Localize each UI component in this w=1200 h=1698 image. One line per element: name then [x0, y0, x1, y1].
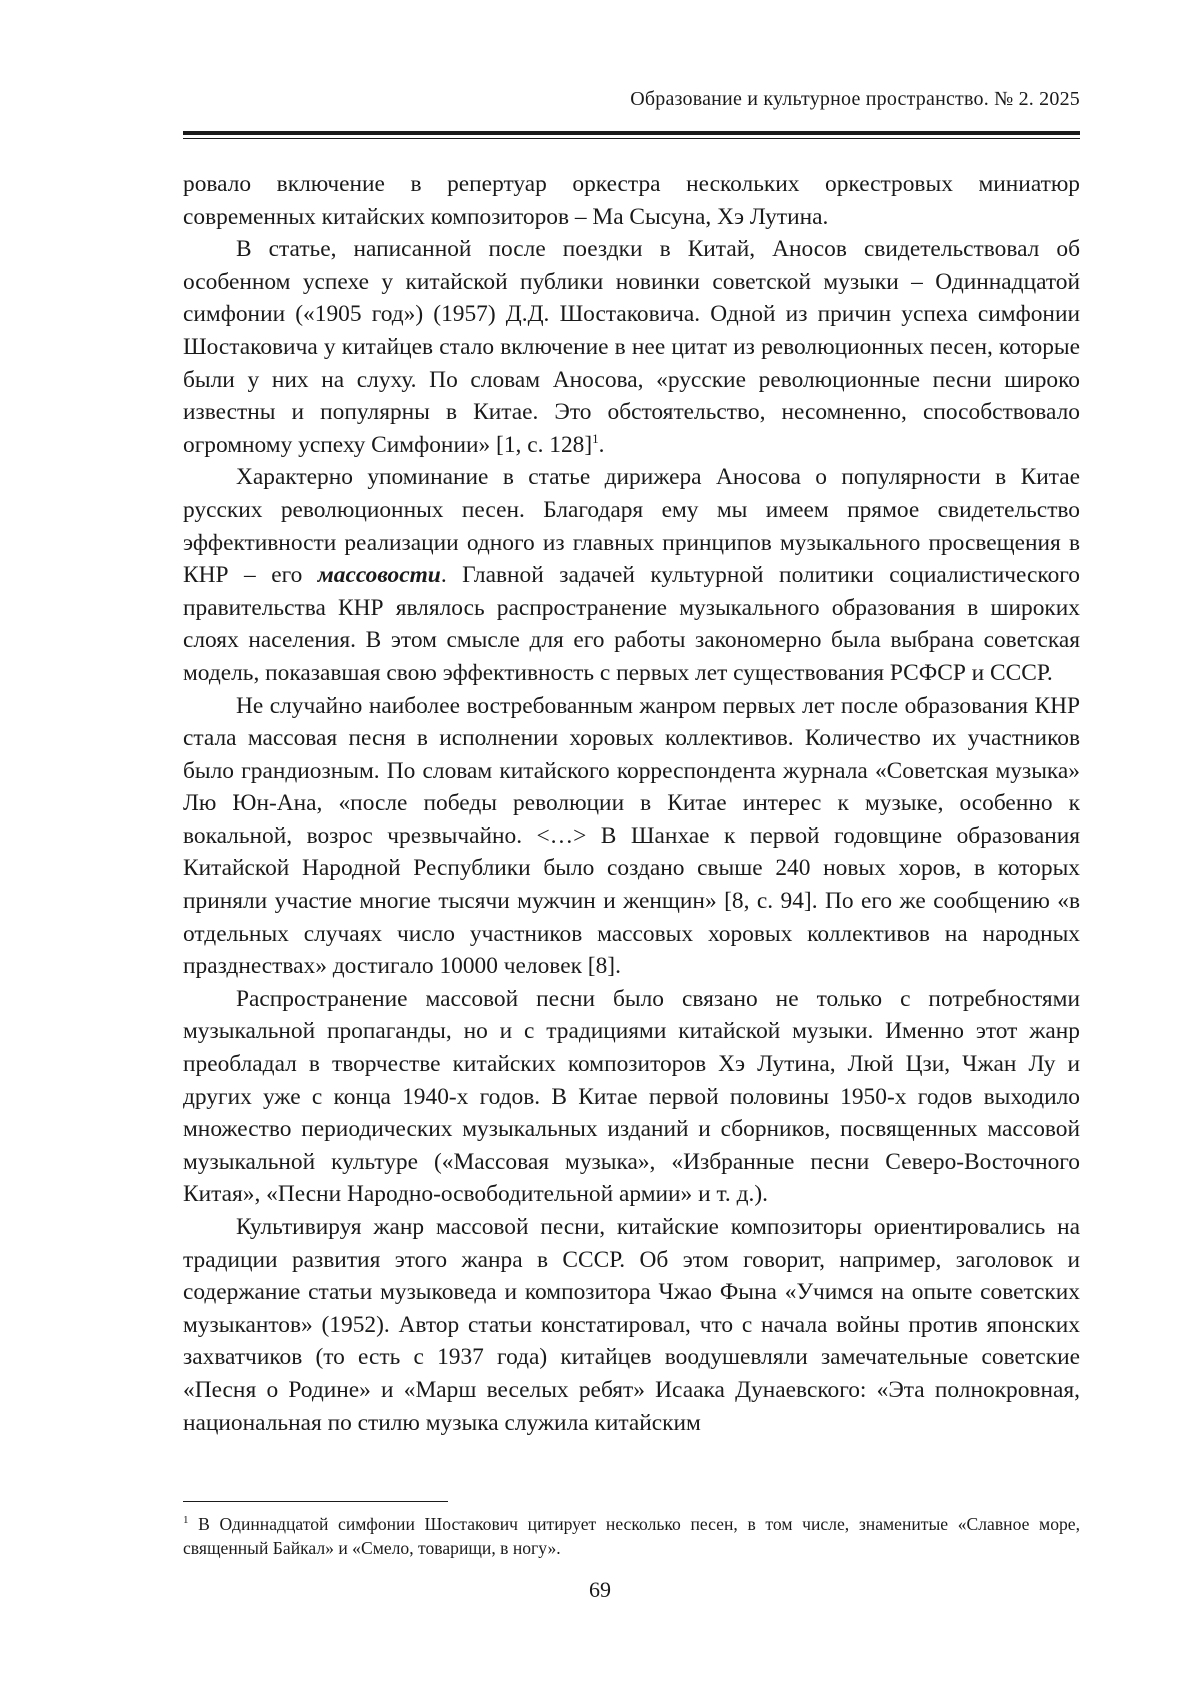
running-header: Образование и культурное пространство. № 2. 2025: [630, 88, 1080, 110]
paragraph-mass-character: [183, 461, 1080, 689]
header-rule-thick: [183, 131, 1080, 135]
paragraph-text: . Главной задачей культурной политики социалистического правительства КНР являлось распространение музыкального образования в широких слоях населения. В этом смысле для его работы закономерно была выбрана советская модель, показавшая свою эффективность с первых лет существования РСФСР и СССР.: [183, 562, 1080, 686]
footnote: [183, 1512, 1080, 1560]
footnote-reference: 1: [592, 430, 599, 446]
paragraph-continued: ровало включение в репертуар оркестра нескольких оркестровых миниатюр современных китайских композиторов – Ма Сысуна, Хэ Лутина.: [183, 171, 1080, 230]
header-rule-thin: [183, 138, 1080, 139]
page-number: 69: [589, 1577, 611, 1602]
paragraph-propaganda: Распространение массовой песни было связано не только с потребностями музыкальной пропаганды, но и с традициями китайской музыки. Именно этот жанр преобладал в творчестве китайских композиторов Хэ Лутина, Люй Цзи, Чжан Лу и других уже с конца 1940-х годов. В Китае первой половины 1950-х годов выходило множество периодических музыкальных изданий и сборников, посвященных массовой музыкальной культуре («Массовая музыка», «Избранные песни Северо-Восточного Китая», «Песни Народно-освободительной армии» и т. д.).: [183, 985, 1080, 1208]
paragraph-mass-song: Не случайно наиболее востребованным жанром первых лет после образования КНР стала массовая песня в исполнении хоровых коллективов. Количество их участников было грандиозным. По словам китайского корреспондента журнала «Советская музыка» Лю Юн-Ана, «после победы революции в Китае интерес к музыке, особенно к вокальной, возрос чрезвычайно. <…> В Шанхае к первой годовщине образования Китайской Народной Республики было создано свыше 240 новых хоров, в которых приняли участие многие тысячи мужчин и женщин» [8, с. 94]. По его же сообщению «в отдельных случаях число участников массовых хоровых коллективов на народных празднествах» достигало 10000 человек [8].: [183, 692, 1080, 980]
emphasized-term: массовости: [317, 562, 441, 589]
paragraph-text: Характерно упоминание в статье дирижера Аносова о популярности в Китае русских революционных песен. Благодаря ему мы имеем прямое свидетельство эффективности реализации одного из главных принципов музыкального просвещения в КНР – его: [183, 464, 1080, 589]
footnote-separator: [183, 1501, 448, 1502]
article-body: [183, 168, 1080, 1439]
paragraph-text: В статье, написанной после поездки в Китай, Аносов свидетельствовал об особенном успехе у китайской публики новинки советской музыки – Одиннадцатой симфонии («1905 год») (1957) Д.Д. Шостаковича. Одной из причин успеха симфонии Шостаковича у китайцев стало включение в нее цитат из революционных песен, которые были у них на слуху. По словам Аносова, «русские революционные песни широко известны и популярны в Китае. Это обстоятельство, несомненно, способствовало огромному успеху Симфонии» [1, с. 128]: [183, 236, 1080, 458]
footnote-marker: 1: [183, 1514, 189, 1527]
paragraph-soviet-tradition: Культивируя жанр массовой песни, китайские композиторы ориентировались на традиции развития этого жанра в СССР. Об этом говорит, например, заголовок и содержание статьи музыковеда и композитора Чжао Фына «Учимся на опыте советских музыкантов» (1952). Автор статьи констатировал, что с начала войны против японских захватчиков (то есть с 1937 года) китайцев воодушевляли замечательные советские «Песня о Родине» и «Марш веселых ребят» Исаака Дунаевского: «Эта полнокровная, национальная по стилю музыка служила китайским: [183, 1214, 1080, 1436]
paragraph-anosov-article: В статье, написанной после поездки в Китай, Аносов свидетельствовал об особенном успехе у китайской публики новинки советской музыки – Одиннадцатой симфонии («1905 год») (1957) Д.Д. Шостаковича. Одной из причин успеха симфонии Шостаковича у китайцев стало включение в нее цитат из революционных песен, которые были у них на слуху. По словам Аносова, «русские революционные песни широко известны и популярны в Китае. Это обстоятельство, несомненно, способствовало огромному успеху Симфонии» [1, с. 128]$^1$.: [183, 236, 1080, 458]
footnote-text: В Одиннадцатой симфонии Шостакович цитирует несколько песен, в том числе, знаменитые «Славное море, священный Байкал» и «Смело, товарищи, в ногу».: [183, 1514, 1080, 1558]
